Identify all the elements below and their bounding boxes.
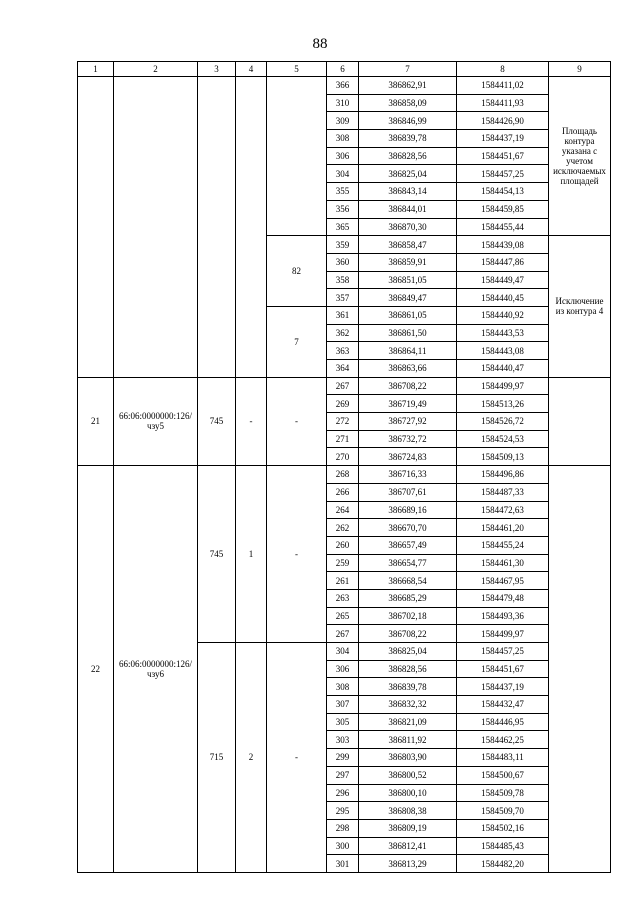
- point-number-cell: 306: [327, 147, 359, 165]
- y-coordinate-cell: 1584499,97: [457, 625, 549, 643]
- table-row: [78, 77, 611, 95]
- y-coordinate-cell: 1584443,08: [457, 342, 549, 360]
- point-number-cell: 365: [327, 218, 359, 236]
- x-coordinate-cell: 386828,56: [359, 660, 457, 678]
- y-coordinate-cell: 1584459,85: [457, 200, 549, 218]
- x-coordinate-cell: 386864,11: [359, 342, 457, 360]
- point-number-cell: 268: [327, 466, 359, 484]
- table-body: [78, 62, 611, 873]
- point-number-cell: 310: [327, 94, 359, 112]
- x-coordinate-cell: 386863,66: [359, 360, 457, 378]
- point-number-cell: 307: [327, 696, 359, 714]
- point-number-cell: 272: [327, 413, 359, 431]
- x-coordinate-cell: 386870,30: [359, 218, 457, 236]
- point-number-cell: 356: [327, 200, 359, 218]
- x-coordinate-cell: 386851,05: [359, 271, 457, 289]
- column-header-7: 7: [359, 62, 457, 77]
- x-coordinate-cell: 386668,54: [359, 572, 457, 590]
- point-number-cell: 358: [327, 271, 359, 289]
- excluded-contour-cell: -: [267, 377, 327, 465]
- x-coordinate-cell: 386719,49: [359, 395, 457, 413]
- x-coordinate-cell: 386702,18: [359, 607, 457, 625]
- point-number-cell: 296: [327, 784, 359, 802]
- point-number-cell: 299: [327, 749, 359, 767]
- contour-number-cell: [236, 77, 267, 378]
- column-header-1: 1: [78, 62, 114, 77]
- area-cell: 715: [198, 643, 236, 873]
- point-number-cell: 261: [327, 572, 359, 590]
- y-coordinate-cell: 1584524,53: [457, 430, 549, 448]
- y-coordinate-cell: 1584451,67: [457, 147, 549, 165]
- y-coordinate-cell: 1584509,78: [457, 784, 549, 802]
- y-coordinate-cell: 1584499,97: [457, 377, 549, 395]
- y-coordinate-cell: 1584449,47: [457, 271, 549, 289]
- y-coordinate-cell: 1584487,33: [457, 483, 549, 501]
- column-header-4: 4: [236, 62, 267, 77]
- y-coordinate-cell: 1584479,48: [457, 589, 549, 607]
- point-number-cell: 264: [327, 501, 359, 519]
- cadastral-number-cell: [114, 77, 198, 378]
- area-cell: 745: [198, 377, 236, 465]
- note-cell: [549, 466, 611, 873]
- excluded-contour-cell: 82: [267, 236, 327, 307]
- point-number-cell: 303: [327, 731, 359, 749]
- x-coordinate-cell: 386832,32: [359, 696, 457, 714]
- point-number-cell: 306: [327, 660, 359, 678]
- x-coordinate-cell: 386825,04: [359, 643, 457, 661]
- x-coordinate-cell: 386812,41: [359, 837, 457, 855]
- x-coordinate-cell: 386858,09: [359, 94, 457, 112]
- y-coordinate-cell: 1584526,72: [457, 413, 549, 431]
- point-number-cell: 360: [327, 253, 359, 271]
- area-cell: [198, 77, 236, 378]
- x-coordinate-cell: 386654,77: [359, 554, 457, 572]
- y-coordinate-cell: 1584455,24: [457, 536, 549, 554]
- x-coordinate-cell: 386843,14: [359, 183, 457, 201]
- y-coordinate-cell: 1584509,70: [457, 802, 549, 820]
- y-coordinate-cell: 1584457,25: [457, 165, 549, 183]
- x-coordinate-cell: 386808,38: [359, 802, 457, 820]
- note-cell: Площадь контура указана с учетом исключаемых площадей: [549, 77, 611, 236]
- y-coordinate-cell: 1584502,16: [457, 819, 549, 837]
- point-number-cell: 298: [327, 819, 359, 837]
- y-coordinate-cell: 1584443,53: [457, 324, 549, 342]
- y-coordinate-cell: 1584483,11: [457, 749, 549, 767]
- excluded-contour-cell: -: [267, 466, 327, 643]
- x-coordinate-cell: 386846,99: [359, 112, 457, 130]
- table-row: [78, 466, 611, 484]
- excluded-contour-cell: -: [267, 643, 327, 873]
- x-coordinate-cell: 386828,56: [359, 147, 457, 165]
- y-coordinate-cell: 1584426,90: [457, 112, 549, 130]
- y-coordinate-cell: 1584493,36: [457, 607, 549, 625]
- item-number-cell: 21: [78, 377, 114, 465]
- point-number-cell: 265: [327, 607, 359, 625]
- y-coordinate-cell: 1584440,45: [457, 289, 549, 307]
- x-coordinate-cell: 386844,01: [359, 200, 457, 218]
- point-number-cell: 263: [327, 589, 359, 607]
- point-number-cell: 355: [327, 183, 359, 201]
- x-coordinate-cell: 386708,22: [359, 625, 457, 643]
- y-coordinate-cell: 1584513,26: [457, 395, 549, 413]
- y-coordinate-cell: 1584411,93: [457, 94, 549, 112]
- y-coordinate-cell: 1584432,47: [457, 696, 549, 714]
- y-coordinate-cell: 1584440,47: [457, 360, 549, 378]
- x-coordinate-cell: 386708,22: [359, 377, 457, 395]
- column-header-8: 8: [457, 62, 549, 77]
- point-number-cell: 260: [327, 536, 359, 554]
- x-coordinate-cell: 386862,91: [359, 77, 457, 95]
- contour-number-cell: -: [236, 377, 267, 465]
- note-cell: [549, 377, 611, 465]
- x-coordinate-cell: 386861,50: [359, 324, 457, 342]
- point-number-cell: 297: [327, 766, 359, 784]
- point-number-cell: 270: [327, 448, 359, 466]
- x-coordinate-cell: 386861,05: [359, 306, 457, 324]
- point-number-cell: 362: [327, 324, 359, 342]
- y-coordinate-cell: 1584472,63: [457, 501, 549, 519]
- y-coordinate-cell: 1584462,25: [457, 731, 549, 749]
- y-coordinate-cell: 1584457,25: [457, 643, 549, 661]
- y-coordinate-cell: 1584485,43: [457, 837, 549, 855]
- cadastral-number-cell: 66:06:0000000:126/ чзу6: [114, 466, 198, 873]
- y-coordinate-cell: 1584446,95: [457, 713, 549, 731]
- y-coordinate-cell: 1584461,20: [457, 519, 549, 537]
- item-number-cell: [78, 77, 114, 378]
- y-coordinate-cell: 1584447,86: [457, 253, 549, 271]
- x-coordinate-cell: 386689,16: [359, 501, 457, 519]
- page-number: 88: [312, 36, 328, 52]
- column-header-5: 5: [267, 62, 327, 77]
- x-coordinate-cell: 386859,91: [359, 253, 457, 271]
- x-coordinate-cell: 386724,83: [359, 448, 457, 466]
- header-row: [78, 62, 611, 77]
- x-coordinate-cell: 386839,78: [359, 678, 457, 696]
- point-number-cell: 305: [327, 713, 359, 731]
- point-number-cell: 262: [327, 519, 359, 537]
- point-number-cell: 267: [327, 625, 359, 643]
- point-number-cell: 295: [327, 802, 359, 820]
- table-row: [78, 377, 611, 395]
- x-coordinate-cell: 386811,92: [359, 731, 457, 749]
- excluded-contour-cell: 7: [267, 306, 327, 377]
- coordinates-table: [77, 61, 611, 873]
- y-coordinate-cell: 1584439,08: [457, 236, 549, 254]
- x-coordinate-cell: 386813,29: [359, 855, 457, 873]
- column-header-6: 6: [327, 62, 359, 77]
- x-coordinate-cell: 386800,10: [359, 784, 457, 802]
- point-number-cell: 308: [327, 678, 359, 696]
- excluded-contour-cell: [267, 77, 327, 236]
- x-coordinate-cell: 386809,19: [359, 819, 457, 837]
- point-number-cell: 364: [327, 360, 359, 378]
- point-number-cell: 308: [327, 130, 359, 148]
- y-coordinate-cell: 1584454,13: [457, 183, 549, 201]
- x-coordinate-cell: 386732,72: [359, 430, 457, 448]
- point-number-cell: 259: [327, 554, 359, 572]
- x-coordinate-cell: 386849,47: [359, 289, 457, 307]
- column-header-3: 3: [198, 62, 236, 77]
- point-number-cell: 301: [327, 855, 359, 873]
- item-number-cell: 22: [78, 466, 114, 873]
- y-coordinate-cell: 1584467,95: [457, 572, 549, 590]
- point-number-cell: 304: [327, 165, 359, 183]
- x-coordinate-cell: 386685,29: [359, 589, 457, 607]
- column-header-9: 9: [549, 62, 611, 77]
- y-coordinate-cell: 1584509,13: [457, 448, 549, 466]
- note-cell: Исключение из контура 4: [549, 236, 611, 378]
- y-coordinate-cell: 1584451,67: [457, 660, 549, 678]
- point-number-cell: 271: [327, 430, 359, 448]
- y-coordinate-cell: 1584437,19: [457, 678, 549, 696]
- y-coordinate-cell: 1584440,92: [457, 306, 549, 324]
- point-number-cell: 304: [327, 643, 359, 661]
- point-number-cell: 309: [327, 112, 359, 130]
- point-number-cell: 269: [327, 395, 359, 413]
- x-coordinate-cell: 386670,70: [359, 519, 457, 537]
- point-number-cell: 267: [327, 377, 359, 395]
- y-coordinate-cell: 1584461,30: [457, 554, 549, 572]
- point-number-cell: 266: [327, 483, 359, 501]
- y-coordinate-cell: 1584500,67: [457, 766, 549, 784]
- x-coordinate-cell: 386657,49: [359, 536, 457, 554]
- x-coordinate-cell: 386800,52: [359, 766, 457, 784]
- x-coordinate-cell: 386803,90: [359, 749, 457, 767]
- x-coordinate-cell: 386716,33: [359, 466, 457, 484]
- point-number-cell: 363: [327, 342, 359, 360]
- cadastral-number-cell: 66:06:0000000:126/ чзу5: [114, 377, 198, 465]
- point-number-cell: 361: [327, 306, 359, 324]
- y-coordinate-cell: 1584455,44: [457, 218, 549, 236]
- column-header-2: 2: [114, 62, 198, 77]
- x-coordinate-cell: 386825,04: [359, 165, 457, 183]
- x-coordinate-cell: 386727,92: [359, 413, 457, 431]
- x-coordinate-cell: 386858,47: [359, 236, 457, 254]
- y-coordinate-cell: 1584411,02: [457, 77, 549, 95]
- area-cell: 745: [198, 466, 236, 643]
- point-number-cell: 359: [327, 236, 359, 254]
- point-number-cell: 357: [327, 289, 359, 307]
- point-number-cell: 366: [327, 77, 359, 95]
- y-coordinate-cell: 1584496,86: [457, 466, 549, 484]
- x-coordinate-cell: 386839,78: [359, 130, 457, 148]
- point-number-cell: 300: [327, 837, 359, 855]
- y-coordinate-cell: 1584437,19: [457, 130, 549, 148]
- x-coordinate-cell: 386821,09: [359, 713, 457, 731]
- x-coordinate-cell: 386707,61: [359, 483, 457, 501]
- contour-number-cell: 1: [236, 466, 267, 643]
- y-coordinate-cell: 1584482,20: [457, 855, 549, 873]
- contour-number-cell: 2: [236, 643, 267, 873]
